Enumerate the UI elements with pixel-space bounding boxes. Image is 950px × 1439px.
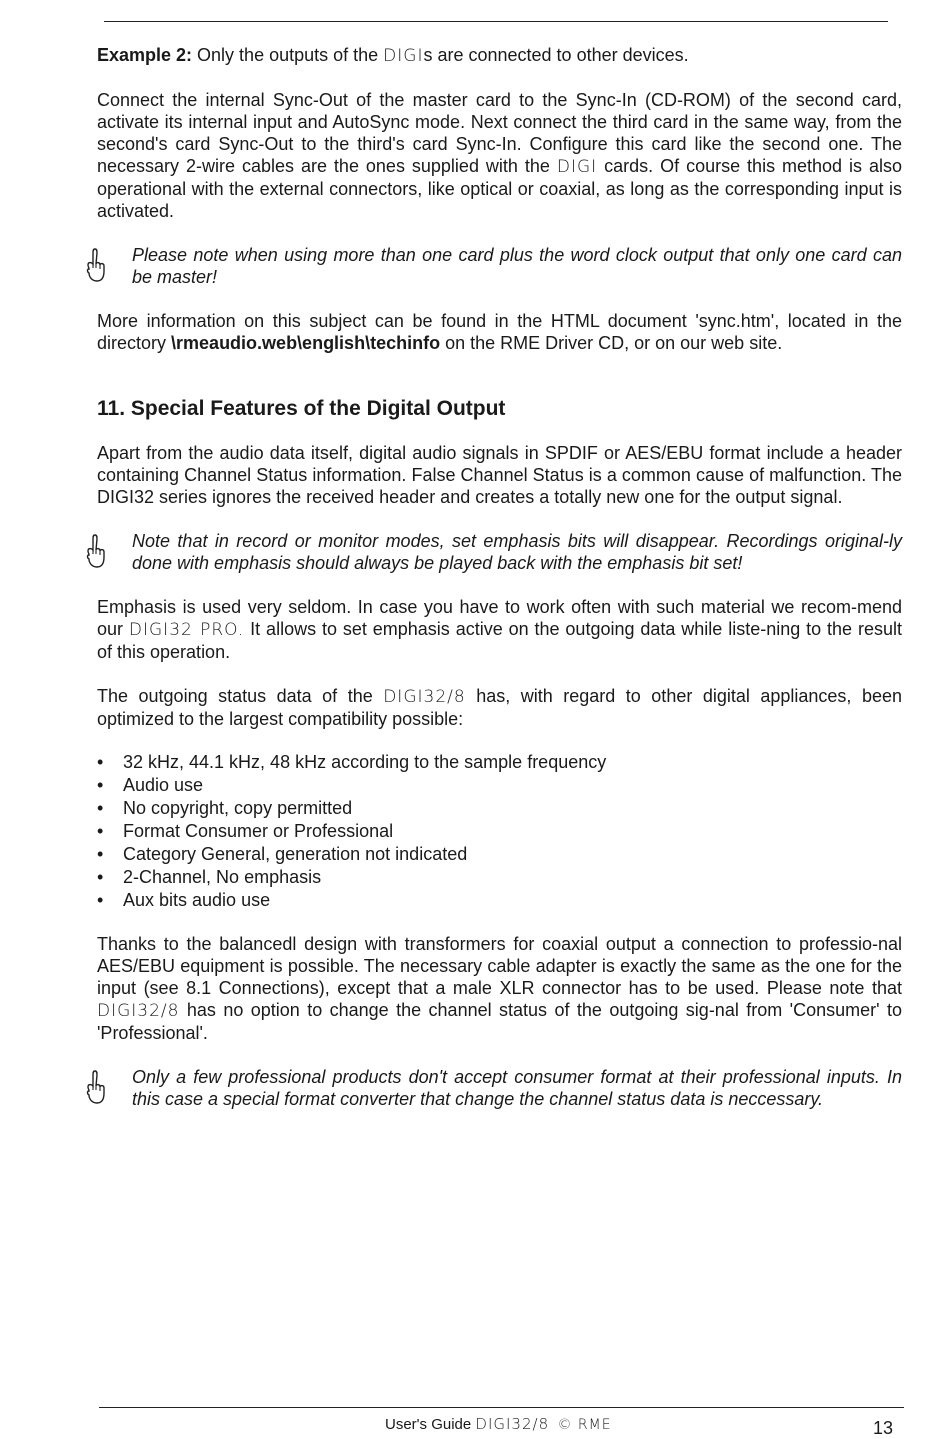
list-item: • 32 kHz, 44.1 kHz, 48 kHz according to the sample frequency	[97, 752, 607, 772]
header-rule	[104, 21, 888, 22]
note-emphasis	[97, 530, 902, 574]
note-text: Only a few professional products don't accept consumer format at their professional inputs. In this case a special format converter that change the channel status data is neccessary.	[132, 1067, 902, 1109]
brand-name: DIGI	[383, 46, 424, 66]
note-master	[97, 244, 902, 288]
page-number: 13	[873, 1418, 894, 1438]
brand-name: DIGI32/8	[97, 1001, 180, 1021]
pointing-hand-icon	[82, 1069, 108, 1105]
list-item: • Audio use	[97, 775, 204, 795]
paragraph-more-info: More information on this subject can be found in the HTML document 'sync.htm', located in the directory \rmeaudio.web\english\techinfo on the RME Driver CD, or on our web site.	[97, 311, 902, 353]
example-paragraph: Example 2: Only the outputs of the DIGIs are connected to other devices.	[97, 45, 689, 66]
note-text: Please note when using more than one card plus the word clock output that only one card can be master!	[132, 245, 902, 287]
footer-copyright: © RME	[557, 1417, 612, 1433]
paragraph-balanced-design: Thanks to the balancedl design with transformers for coaxial output a connection to professio-nal AES/EBU equipment is possible. The necessary cable adapter is exactly the same as the one for the input (see 8.1 Connections), except that a male XLR connector has to be used. Please note that DIGI32/8 has no option to change the channel status of the outgoing sig-nal from 'Consumer' to 'Professional'.	[97, 934, 902, 1043]
list-item: • Format Consumer or Professional	[97, 821, 394, 841]
list-item: • 2-Channel, No emphasis	[97, 867, 322, 887]
status-bullet-list	[97, 751, 902, 912]
note-professional	[97, 1066, 902, 1110]
footer-brand: DIGI32/8	[475, 1415, 550, 1433]
paragraph-sync: Connect the internal Sync-Out of the master card to the Sync-In (CD-ROM) of the second card, activate its internal input and AutoSync mode. Next connect the third card in the same way, from the second's card Sync-Out to the third's card Sync-In. Configure this card like the second one. The necessary 2-wire cables are the ones supplied with the DIGI cards. Of course this method is also operational with the external connectors, like optical or coaxial, as long as the corresponding input is activated.	[97, 90, 902, 221]
example-label: Example 2:	[97, 45, 193, 65]
footer-title: User's Guide DIGI32/8 © RME	[385, 1415, 612, 1433]
footer-rule	[99, 1407, 904, 1408]
pointing-hand-icon	[82, 533, 108, 569]
page-body	[97, 44, 902, 1110]
section-heading: 11. Special Features of the Digital Output	[97, 397, 506, 420]
brand-name: DIGI32/8	[383, 687, 466, 707]
paragraph-channel-status: Apart from the audio data itself, digital audio signals in SPDIF or AES/EBU format include a header containing Channel Status information. False Channel Status is a common cause of malfunction. The DIGI32 series ignores the received header and creates a totally new one for the output signal.	[97, 443, 902, 507]
directory-path: \rmeaudio.web\english\techinfo	[171, 333, 441, 353]
list-item: • Category General, generation not indicated	[97, 844, 468, 864]
note-text: Note that in record or monitor modes, set emphasis bits will disappear. Recordings original-ly done with emphasis should always be played back with the emphasis bit set!	[132, 531, 902, 573]
paragraph-emphasis: Emphasis is used very seldom. In case you have to work often with such material we recom-mend our DIGI32 PRO. It allows to set emphasis active on the outgoing data while liste-ning to the result of this operation.	[97, 597, 902, 662]
paragraph-outgoing-status: The outgoing status data of the DIGI32/8 has, with regard to other digital appliances, been optimized to the largest compatibility possible:	[97, 686, 902, 729]
list-item: • Aux bits audio use	[97, 890, 271, 910]
brand-name: DIGI	[556, 157, 598, 177]
brand-name: DIGI32 PRO.	[128, 620, 245, 640]
pointing-hand-icon	[82, 247, 108, 283]
list-item: • No copyright, copy permitted	[97, 798, 353, 818]
